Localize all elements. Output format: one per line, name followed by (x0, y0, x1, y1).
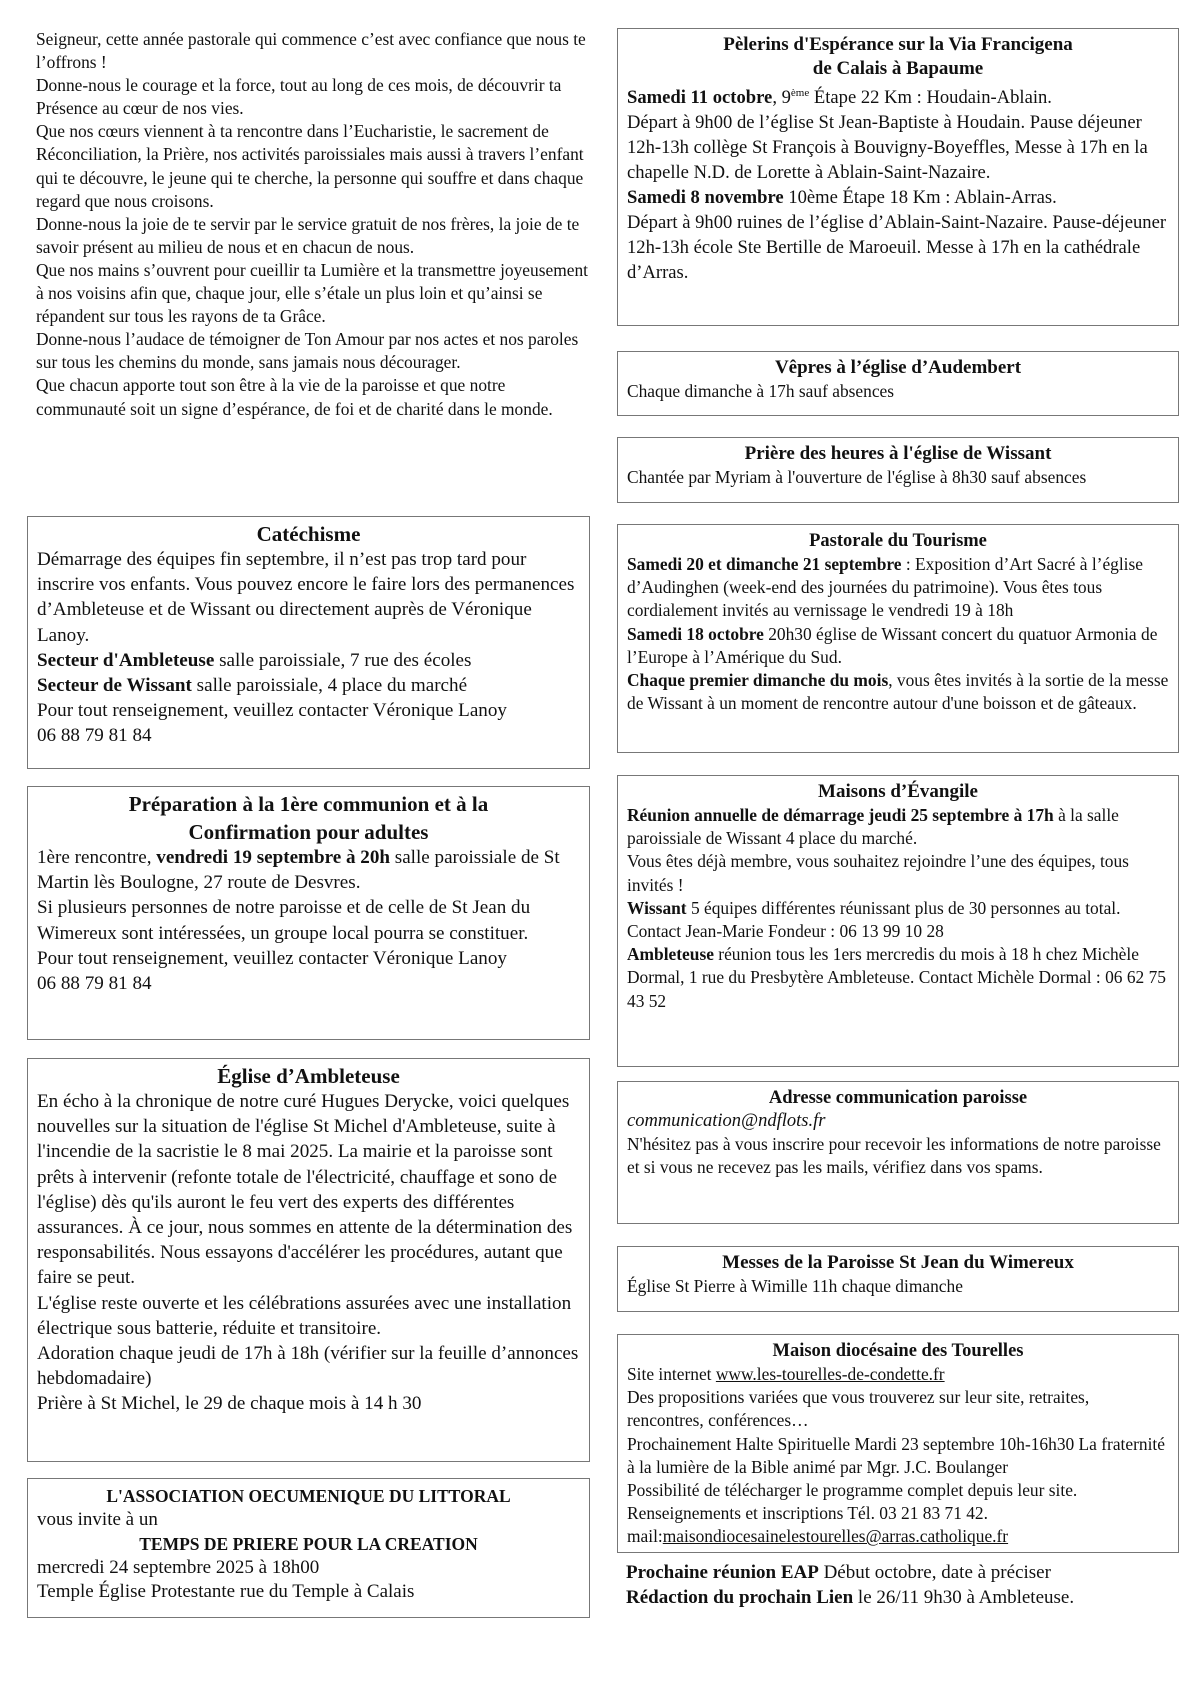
communion-title-2: Confirmation pour adultes (188, 820, 429, 844)
vepres-title: Vêpres à l’église d’Audembert (774, 357, 1022, 378)
sector-label: Secteur de Wissant (37, 675, 192, 697)
communion-phone: 06 88 79 81 84 (37, 973, 152, 995)
sector-text: salle paroissiale, 4 place du marché (191, 675, 468, 697)
pelerins-title-2: de Calais à Bapaume (812, 58, 984, 79)
pelerins-box (617, 28, 1179, 326)
oecumenique-box (27, 1478, 590, 1618)
evangile-wissant (627, 897, 1169, 920)
prayer-line: Donne-nous l’audace de témoigner de Ton Amour par nos actes et nos paroles sur tous les chemins du monde, sans jamais nous décourager. (36, 329, 579, 373)
evangile-invite: Vous êtes déjà membre, vous souhaitez rejoindre l’une des équipes, tous invités ! (627, 851, 1129, 895)
eap-label: Prochaine réunion EAP (626, 1562, 819, 1583)
tourisme-concert (627, 623, 1169, 669)
catechisme-intro: Démarrage des équipes fin septembre, il n’est pas trop tard pour inscrire vos enfants. Vous pouvez encore le faire lors des permanences d’Ambleteuse et de Wissant ou directement auprès de Véronique Lanoy. (37, 549, 575, 646)
stage-date: Samedi 11 octobre (627, 87, 773, 108)
tourisme-box (617, 524, 1179, 753)
text: réunion tous les 1ers mercredis du mois à 18 h chez Michèle Dormal, 1 rue du Presbytère Ambleteuse. Contact Michèle Dormal : 06 62 75 43 52 (627, 944, 1166, 1011)
evangile-box (617, 775, 1179, 1067)
text: Début octobre, date à préciser (818, 1562, 1051, 1583)
prayer-line: Que nos mains s’ouvrent pour cueillir ta Lumière et la transmettre joyeusement à nos voisins afin que, chaque jour, elle s’étale un plus loin et qu’ainsi se répandent sur tous les rayons de ta Grâce. (36, 259, 588, 327)
pelerins-title: Pèlerins d'Espérance sur la Via Francigena (723, 34, 1073, 55)
stage-date: Samedi 8 novembre (627, 187, 784, 208)
text: Étape 22 Km : Houdain-Ablain. (809, 87, 1052, 108)
catechisme-contact: Pour tout renseignement, veuillez contacter Véronique Lanoy (37, 700, 507, 722)
heures-text: Chantée par Myriam à l'ouverture de l'église à 8h30 sauf absences (627, 467, 1087, 487)
ambleteuse-title: Église d’Ambleteuse (217, 1064, 400, 1088)
communion-group: Si plusieurs personnes de notre paroisse et de celle de St Jean du Wimereux sont intéressées, un groupe local pourra se constituer. (37, 897, 531, 944)
heures-box (617, 437, 1179, 503)
pelerins-stage-10-details: Départ à 9h00 ruines de l’église d’Ablain-Saint-Nazaire. Pause-déjeuner 12h-13h école Ste Bertille de Maroeuil. Messe à 17h en la cathédrale d’Arras. (627, 212, 1167, 283)
pelerins-stage-9 (627, 81, 1169, 110)
superscript: ème (790, 87, 810, 99)
place-label: Wissant (627, 897, 687, 918)
heures-title: Prière des heures à l'église de Wissant (744, 443, 1052, 464)
communion-box (27, 786, 590, 1040)
oecumenique-date: mercredi 24 septembre 2025 à 18h00 (37, 1557, 320, 1578)
place-label: Ambleteuse (627, 944, 714, 965)
text: 1ère rencontre, (37, 847, 157, 868)
ambleteuse-box (27, 1058, 590, 1462)
communion-title: Préparation à la 1ère communion et à la (128, 792, 489, 816)
evangile-ambleteuse (627, 943, 1169, 1013)
tourelles-site (627, 1363, 1169, 1386)
sector-text: salle paroissiale, 7 rue des écoles (214, 649, 472, 671)
messes-text: Église St Pierre à Wimille 11h chaque dimanche (627, 1276, 963, 1296)
tourisme-exposition (627, 553, 1169, 623)
oecumenique-title: L'ASSOCIATION OECUMENIQUE DU LITTORAL (106, 1486, 511, 1506)
catechisme-phone: 06 88 79 81 84 (37, 725, 152, 747)
footer-lien (626, 1585, 1074, 1610)
event-date: Samedi 20 et dimanche 21 septembre (627, 554, 902, 574)
evangile-reunion (627, 804, 1169, 850)
prayer-text (36, 28, 596, 421)
communion-contact: Pour tout renseignement, veuillez contacter Véronique Lanoy (37, 947, 507, 969)
tourelles-propositions: Des propositions variées que vous trouverez sur leur site, retraites, rencontres, conférences… (627, 1387, 1090, 1431)
adresse-email[interactable]: communication@ndflots.fr (627, 1111, 826, 1131)
messes-title: Messes de la Paroisse St Jean du Wimereux (722, 1252, 1074, 1273)
reunion-date: Réunion annuelle de démarrage jeudi 25 septembre à 17h (627, 805, 1054, 825)
tourelles-box (617, 1334, 1179, 1553)
tourisme-rencontre (627, 669, 1169, 715)
text: 5 équipes différentes réunissant plus de 30 personnes au total. (686, 897, 1121, 918)
tourelles-site-link[interactable]: www.les-tourelles-de-condette.fr (715, 1364, 945, 1384)
text: , vous êtes invités à la sortie de la messe de Wissant à un moment de rencontre autour d'une boisson et de gâteaux. (627, 670, 1169, 714)
tourelles-mail-link[interactable]: maisondiocesainelestourelles@arras.catholique.fr (662, 1526, 1009, 1547)
evangile-contact: Contact Jean-Marie Fondeur : 06 13 99 10 28 (627, 921, 944, 942)
sector-label: Secteur d'Ambleteuse (37, 649, 215, 671)
text: 10ème Étape 18 Km : Ablain-Arras. (783, 187, 1057, 208)
ambleteuse-priere: Prière à St Michel, le 29 de chaque mois à 14 h 30 (37, 1393, 422, 1415)
ambleteuse-news: En écho à la chronique de notre curé Hugues Derycke, voici quelques nouvelles sur la situation de l'église St Michel d'Ambleteuse, suite à l'incendie de la sacristie le 8 mai 2025. La mairie et la paroisse sont prêts à intervenir (refonte totale de l'électricité, chauffage et sono de l'église) dès qu'ils auront le feu vert des experts des différentes assurances. À ce jour, nous sommes en attente de la détermination des responsabilités. Nous essayons d'accélérer les procédures, autant que faire se peut. (37, 1091, 573, 1289)
adresse-box (617, 1081, 1179, 1224)
prayer-line: Seigneur, cette année pastorale qui commence c’est avec confiance que nous te l’offrons ! (36, 29, 586, 73)
meeting-date: vendredi 19 septembre à 20h (156, 847, 390, 868)
text: salle paroissiale de St Martin lès Boulogne, 27 route de Desvres. (37, 847, 560, 894)
tourelles-mail (627, 1525, 1169, 1548)
site-label: Site internet (627, 1364, 716, 1384)
messes-box (617, 1246, 1179, 1312)
lien-label: Rédaction du prochain Lien (626, 1587, 854, 1608)
adresse-text: N'hésitez pas à vous inscrire pour recevoir les informations de notre paroisse et si vous ne recevez pas les mails, vérifiez dans vos spams. (627, 1134, 1161, 1178)
mail-label: mail: (627, 1526, 663, 1547)
prayer-line: Que nos cœurs viennent à ta rencontre dans l’Eucharistie, le sacrement de Réconciliation, la Prière, nos activités paroissiales mais aussi à travers l’enfant qui te découvre, le jeune qui te cherche, la personne qui souffre et dans chaque regard que nous croisons. (36, 121, 584, 211)
text: : Exposition d’Art Sacré à l’église d’Audinghen (week-end des journées du patrimoine). Vous êtes tous cordialement invités au vernissage le vendredi 19 à 18h (627, 554, 1144, 621)
prayer-line: Donne-nous la joie de te servir par le service gratuit de nos frères, la joie de te savoir présent au milieu de nous et en chacun de nous. (36, 213, 580, 257)
communion-first-meeting (37, 845, 580, 895)
footer-eap (626, 1560, 1051, 1585)
prayer-line: Que chacun apporte tout son être à la vie de la paroisse et que notre communauté soit un signe d’espérance, de foi et de charité dans le monde. (36, 375, 553, 419)
prayer-line: Donne-nous le courage et la force, tout au long de ces mois, de découvrir ta Présence au cœur de nos vies. (36, 75, 562, 119)
ambleteuse-open: L'église reste ouverte et les célébrations assurées avec une installation électrique sous batterie, réduite et transitoire. (37, 1292, 572, 1339)
catechisme-sector-ambleteuse (37, 648, 580, 673)
catechisme-title: Catéchisme (256, 522, 361, 546)
catechisme-sector-wissant (37, 673, 580, 698)
ambleteuse-adoration: Adoration chaque jeudi de 17h à 18h (vérifier sur la feuille d’annonces hebdomadaire) (37, 1343, 579, 1390)
event-date: Chaque premier dimanche du mois (627, 670, 889, 691)
text: le 26/11 9h30 à Ambleteuse. (853, 1587, 1075, 1608)
pelerins-stage-9-details: Départ à 9h00 de l’église St Jean-Baptiste à Houdain. Pause déjeuner 12h-13h collège St François à Bouvigny-Boyeffles, Messe à 17h en la chapelle N.D. de Lorette à Ablain-Saint-Nazaire. (627, 112, 1148, 183)
evangile-title: Maisons d’Évangile (818, 781, 978, 802)
tourelles-renseignements: Renseignements et inscriptions Tél. 03 21 83 71 42. (627, 1503, 988, 1524)
oecumenique-place: Temple Église Protestante rue du Temple à Calais (37, 1581, 415, 1602)
tourelles-halte: Prochainement Halte Spirituelle Mardi 23 septembre 10h-16h30 La fraternité à la lumière de la Bible animé par Mgr. J.C. Boulanger (627, 1433, 1165, 1477)
text: 20h30 église de Wissant concert du quatuor Armonia de l’Europe à l’Amérique du Sud. (627, 623, 1158, 667)
text: , 9 (772, 87, 791, 108)
tourelles-programme: Possibilité de télécharger le programme complet depuis leur site. (627, 1480, 1078, 1501)
vepres-box (617, 351, 1179, 416)
text: à la salle paroissiale de Wissant 4 place du marché. (627, 805, 1119, 849)
oecumenique-invite: vous invite à un (37, 1509, 158, 1530)
tourisme-title: Pastorale du Tourisme (809, 531, 987, 551)
catechisme-box (27, 516, 590, 769)
pelerins-stage-10 (627, 185, 1169, 210)
oecumenique-subtitle: TEMPS DE PRIERE POUR LA CREATION (139, 1534, 478, 1554)
vepres-text: Chaque dimanche à 17h sauf absences (627, 381, 895, 401)
adresse-title: Adresse communication paroisse (768, 1088, 1028, 1108)
event-date: Samedi 18 octobre (627, 623, 764, 644)
tourelles-title: Maison diocésaine des Tourelles (772, 1341, 1024, 1361)
